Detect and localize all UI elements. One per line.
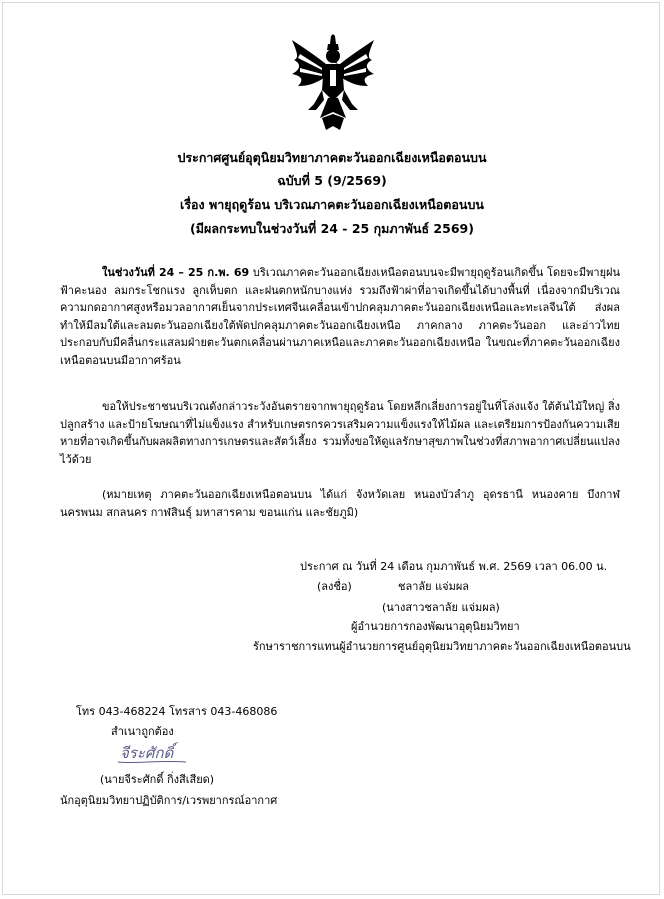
heading-subject: เรื่อง พายุฤดูร้อน บริเวณภาคตะวันออกเฉียงเหนือตอนบน	[180, 197, 484, 212]
note-paragraph: (หมายเหตุ ภาคตะวันออกเฉียงเหนือตอนบน ได้แก่ จังหวัดเลย หนองบัวลำภู อุดรธานี หนองคาย บึงกาฬ นครพนม สกลนคร กาฬสินธุ์ มหาสารคาม ขอนแก่น และชัยภูมิ)	[60, 488, 620, 519]
signer-acting-position: รักษาราชการแทนผู้อำนวยการศูนย์อุตุนิยมวิทยาภาคตะวันออกเฉียงเหนือตอนบน	[253, 640, 631, 653]
signer-full-name: (นางสาวชลาลัย แจ่มผล)	[382, 601, 500, 614]
heading-issue-number: ฉบับที่ 5 (9/2569)	[277, 173, 387, 188]
paragraph-1-text: บริเวณภาคตะวันออกเฉียงเหนือตอนบนจะมีพายุฤดูร้อนเกิดขึ้น โดยจะมีพายุฝนฟ้าคะนอง ลมกระโชกแรง ลูกเห็บตก และฝนตกหนักบางแห่ง รวมถึงฟ้าผ่าที่อาจเกิดขึ้นได้บางพื้นที่ เนื่องจากมีบริเวณความกดอากาศสูงหรือมวลอากาศเย็นจากประเทศจีนเคลื่อนเข้าปกคลุมภาคตะวันออกเฉียงเหนือและทะเลจีนใต้ ส่งผลทำให้มีลมใต้และลมตะวันออกเฉียงใต้พัดปกคลุมภาคตะวันออกเฉียงเหนือ ภาคกลาง ภาคตะวันออก และอ่าวไทยประกอบกับมีคลื่นกระแสลมฝ่ายตะวันตกเคลื่อนผ่านภาคเหนือและภาคตะวันออกเฉียงเหนือ ในขณะที่ภาคตะวันออกเฉียงเหนือตอนบนมีอากาศร้อน	[60, 266, 620, 367]
announce-date: ประกาศ ณ วันที่ 24 เดือน กุมภาพันธ์ พ.ศ. 2569 เวลา 06.00 น.	[300, 560, 608, 573]
paragraph-1-lead: ในช่วงวันที่ 24 – 25 ก.พ. 69	[102, 266, 250, 279]
handwritten-signature-text: จีระศักดิ์	[120, 744, 174, 762]
heading-effect-period: (มีผลกระทบในช่วงวันที่ 24 - 25 กุมภาพันธ์ 2569)	[190, 221, 474, 236]
garuda-emblem-icon	[286, 34, 380, 134]
contact-phone-fax: โทร 043-468224 โทรสาร 043-468086	[76, 705, 278, 718]
signed-name: ชลาลัย แจ่มผล	[398, 580, 470, 593]
paragraph-1	[60, 264, 620, 369]
copy-signer-name: (นายจีระศักดิ์ กิ่งสีเสียด)	[100, 773, 215, 786]
certified-copy-label: สำเนาถูกต้อง	[111, 725, 174, 738]
signed-label: (ลงชื่อ)	[317, 580, 352, 593]
paragraph-2: ขอให้ประชาชนบริเวณดังกล่าวระวังอันตรายจากพายุฤดูร้อน โดยหลีกเลี่ยงการอยู่ในที่โล่งแจ้ง ใต้ต้นไม้ใหญ่ สิ่งปลูกสร้าง และป้ายโฆษณาที่ไม่แข็งแรง สำหรับเกษตรกรควรเสริมความแข็งแรงให้ไม้ผล และเตรียมการป้องกันความเสียหายที่อาจเกิดขึ้นกับผลผลิตทางการเกษตรและสัตว์เลี้ยง รวมทั้งขอให้ดูแลรักษาสุขภาพในช่วงที่สภาพอากาศเปลี่ยนแปลงไว้ด้วย	[60, 400, 620, 466]
copy-signer-position: นักอุตุนิยมวิทยาปฏิบัติการ/เวรพยากรณ์อากาศ	[60, 794, 278, 807]
heading-line-1: ประกาศศูนย์อุตุนิยมวิทยาภาคตะวันออกเฉียงเหนือตอนบน	[177, 150, 487, 165]
signer-position: ผู้อำนวยการกองพัฒนาอุตุนิยมวิทยา	[351, 620, 520, 633]
handwritten-signature	[116, 738, 190, 766]
